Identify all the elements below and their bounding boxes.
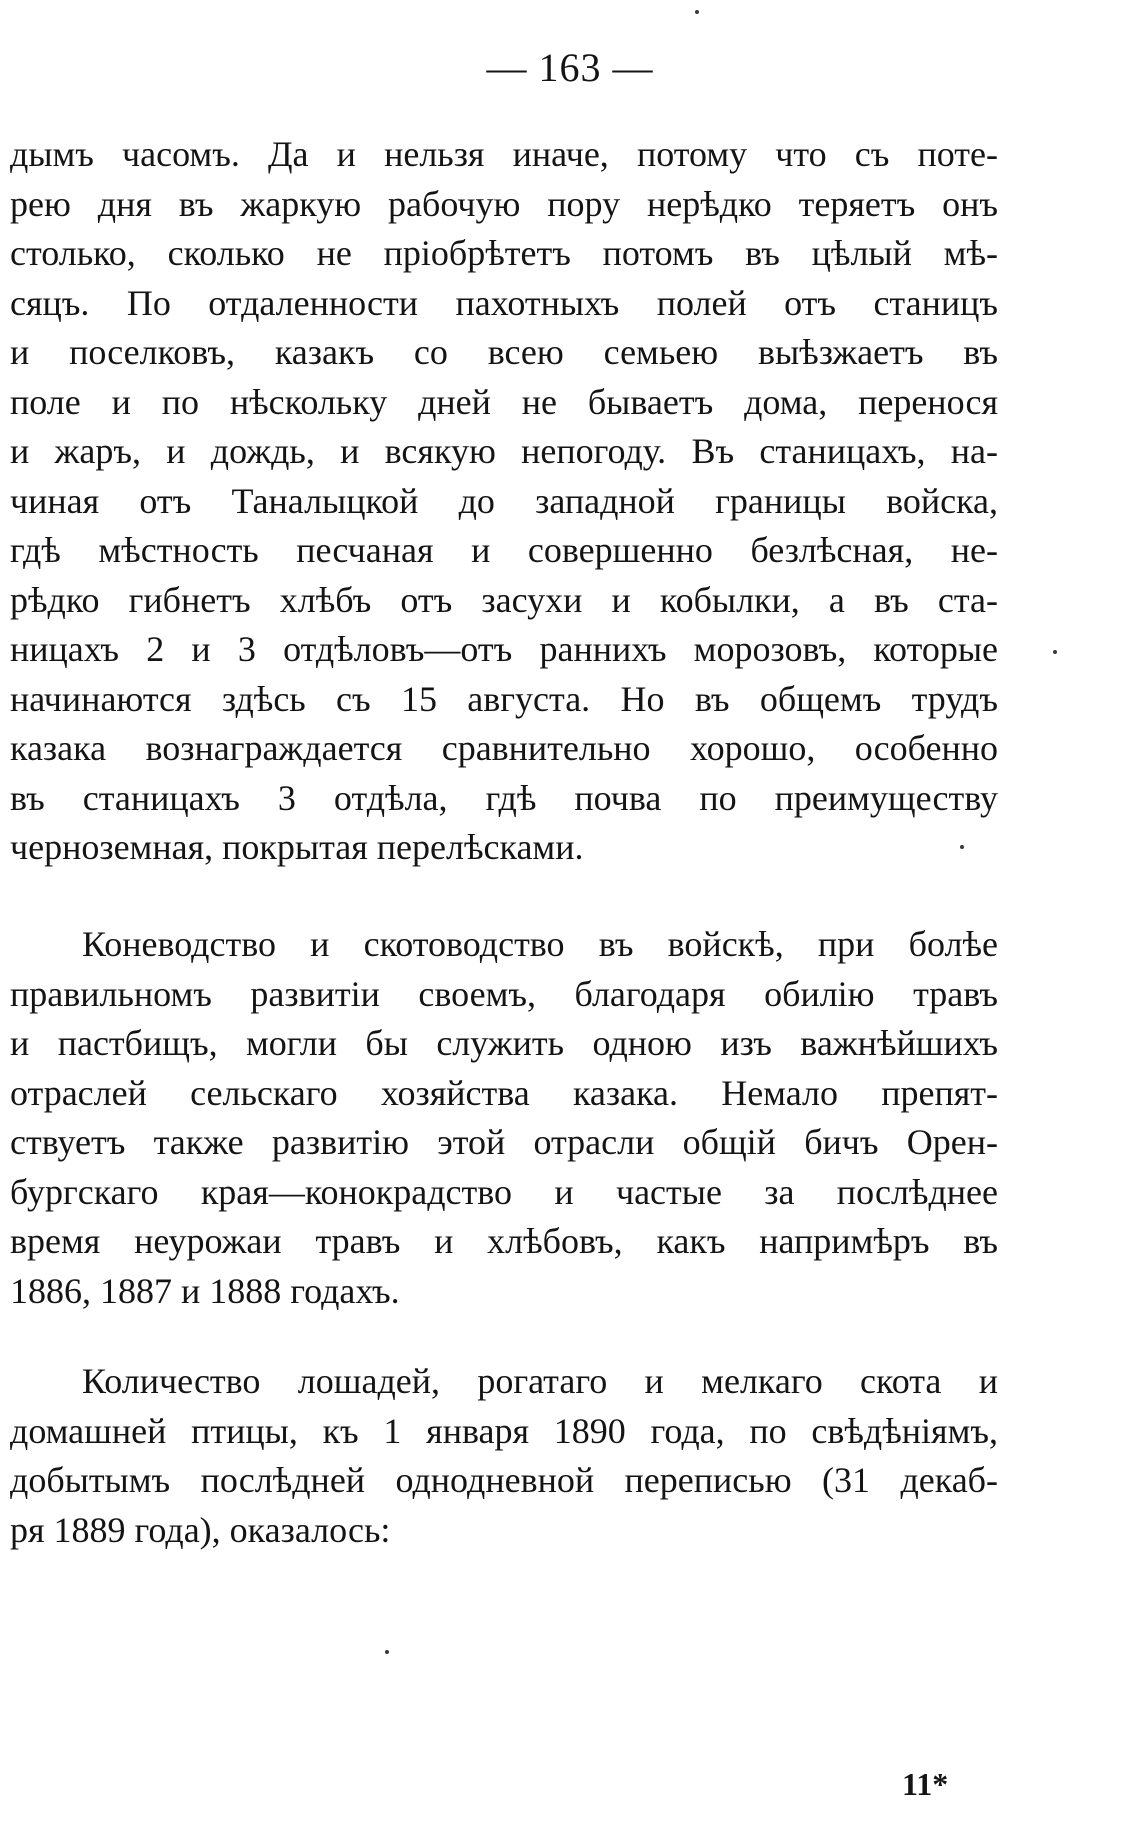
text-line: и пастбищъ, могли бы служить одною изъ важнѣйшихъ [10, 1023, 998, 1063]
text-line: дымъ часомъ. Да и нельзя иначе, потому что съ поте- [10, 134, 998, 174]
text-line: начинаются здѣсь съ 15 августа. Но въ общемъ трудъ [10, 678, 998, 719]
text-line: ствуетъ также развитію этой отрасли общій бичъ Орен- [10, 1122, 998, 1162]
text-line: добытымъ послѣдней однодневной переписью (31 декаб- [10, 1460, 998, 1500]
text-line: рѣдко гибнетъ хлѣбъ отъ засухи и кобылки, а въ ста- [10, 579, 998, 620]
text-line: гдѣ мѣстность песчаная и совершенно безлѣсная, не- [10, 530, 998, 570]
text-line: черноземная, покрытая перелѣсками. [10, 827, 584, 867]
text-line: казака вознаграждается сравнительно хорошо, особенно [10, 728, 998, 768]
text-line: время неурожаи травъ и хлѣбовъ, какъ напримѣръ въ [10, 1221, 998, 1261]
text-line: 1886, 1887 и 1888 годахъ. [10, 1270, 400, 1311]
text-line: отраслей сельскаго хозяйства казака. Немало препят- [10, 1072, 998, 1113]
page-number: — 163 — [486, 45, 654, 90]
text-line: столько, сколько не пріобрѣтетъ потомъ въ цѣлый мѣ- [10, 233, 998, 273]
print-speck [960, 845, 964, 849]
text-line: сяцъ. По отдаленности пахотныхъ полей отъ станицъ [10, 282, 998, 323]
paragraph-livestock-breeding [10, 920, 998, 1316]
text-line: Количество лошадей, рогатаго и мелкаго скота и [82, 1361, 998, 1401]
text-line: бургскаго края—конокрадство и частые за послѣднее [10, 1171, 998, 1212]
text-line: правильномъ развитіи своемъ, благодаря обилію травъ [10, 973, 998, 1014]
print-speck [1053, 650, 1057, 654]
text-line: домашней птицы, къ 1 января 1890 года, по свѣдѣніямъ, [10, 1410, 998, 1451]
text-line: Коневодство и скотоводство въ войскѣ, при болѣе [82, 924, 998, 964]
text-line: и поселковъ, казакъ со всею семьею выѣзжаетъ въ [10, 332, 998, 372]
paragraph-census-intro [10, 1357, 998, 1555]
print-speck [695, 10, 699, 14]
text-line: и жаръ, и дождь, и всякую непогоду. Въ станицахъ, на- [10, 431, 998, 471]
text-line: чиная отъ Таналыцкой до западной границы войска, [10, 480, 998, 521]
print-speck [385, 1650, 389, 1654]
text-line: въ станицахъ 3 отдѣла, гдѣ почва по преимуществу [10, 777, 998, 818]
text-line: поле и по нѣскольку дней не бываетъ дома, перенося [10, 381, 998, 422]
text-line: ницахъ 2 и 3 отдѣловъ—отъ раннихъ морозовъ, которые [10, 629, 998, 669]
paragraph-farming-hardships [10, 130, 998, 873]
printer-signature-mark: 11* [902, 1766, 949, 1802]
text-line: рею дня въ жаркую рабочую пору нерѣдко теряетъ онъ [10, 183, 998, 224]
text-line: ря 1889 года), оказалось: [10, 1509, 391, 1550]
